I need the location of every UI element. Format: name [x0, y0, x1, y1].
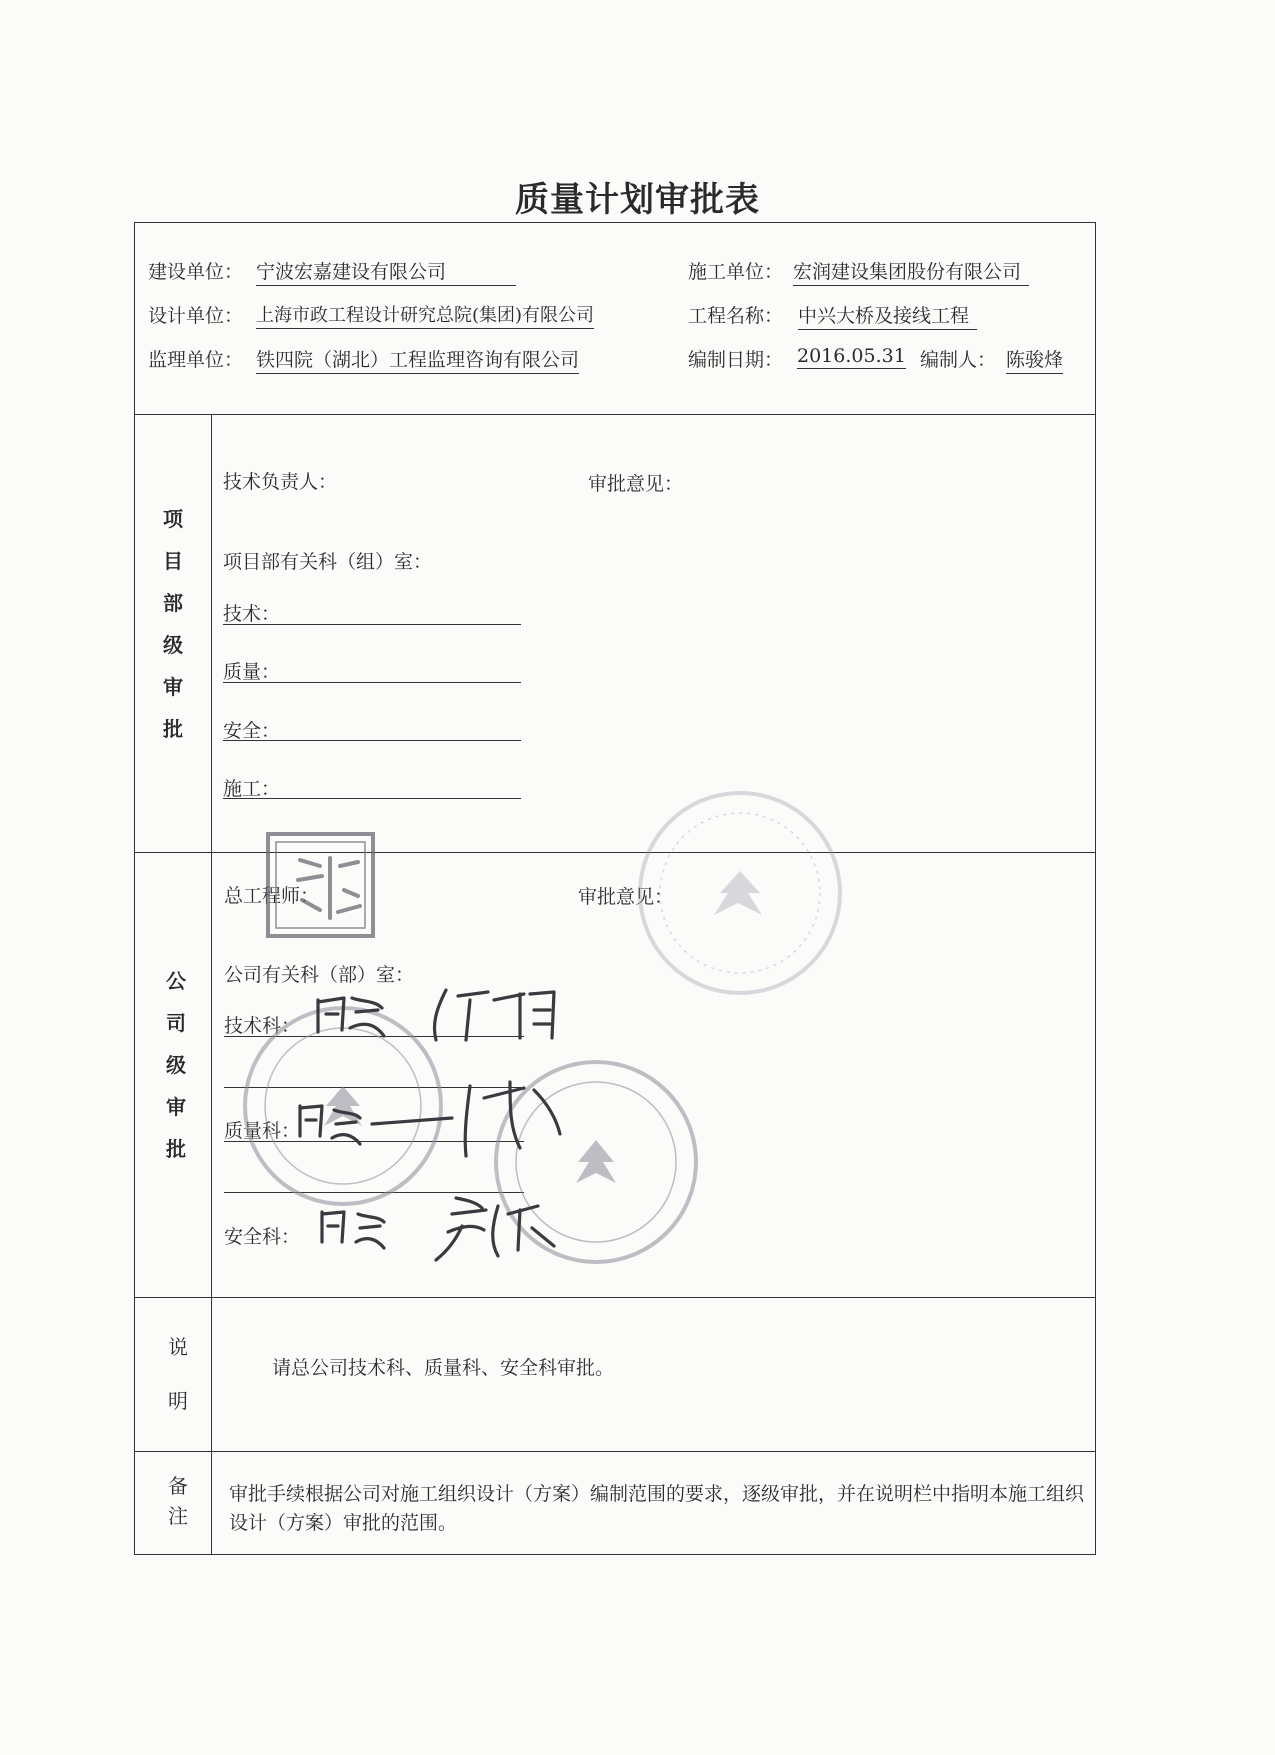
- compile-date-label: 编制日期：: [688, 349, 784, 371]
- project-quality-label: 质量：: [223, 661, 281, 683]
- chief-engineer-square-seal: [268, 834, 373, 936]
- supervision-unit-label: 监理单位：: [148, 349, 244, 371]
- safety-dept-signature: [322, 1198, 554, 1260]
- project-tech-label: 技术：: [223, 603, 281, 625]
- explanation-text: 请总公司技术科、质量科、安全科审批。: [272, 1357, 615, 1379]
- tech-dept-signature: [318, 990, 554, 1040]
- company-side-label: 公司级审批: [166, 969, 186, 1161]
- company-departments-label: 公司有关科（部）室：: [224, 964, 415, 986]
- project-departments-label: 项目部有关科（组）室：: [223, 551, 433, 573]
- builder-unit-label: 施工单位：: [688, 261, 784, 283]
- quality-dept-seal: [245, 1008, 441, 1204]
- design-unit-value: 上海市政工程设计研究总院(集团)有限公司: [256, 301, 594, 329]
- compiler-value: 陈骏烽: [1006, 345, 1063, 374]
- remarks-side-label: 备注: [168, 1474, 188, 1528]
- chief-engineer-label: 总工程师：: [224, 885, 320, 907]
- compiler-label: 编制人：: [920, 349, 997, 371]
- tech-dept-seal: [496, 1062, 696, 1262]
- project-name-value: 中兴大桥及接线工程: [798, 301, 977, 330]
- design-unit-label: 设计单位：: [148, 305, 244, 327]
- tech-lead-label: 技术负责人：: [223, 471, 338, 493]
- construction-unit-label: 建设单位：: [148, 261, 244, 283]
- project-name-label: 工程名称：: [688, 305, 784, 327]
- company-seal-faint: [640, 793, 840, 993]
- form-title: 质量计划审批表: [515, 180, 760, 220]
- project-opinion-label: 审批意见：: [588, 473, 684, 495]
- project-safety-label: 安全：: [223, 720, 281, 742]
- explanation-side-label: 说明: [168, 1335, 188, 1413]
- remarks-text: 审批手续根据公司对施工组织设计（方案）编制范围的要求，逐级审批，并在说明栏中指明本施工组织设计（方案）审批的范围。: [229, 1483, 1085, 1534]
- builder-unit-value: 宏润建设集团股份有限公司: [793, 257, 1029, 286]
- company-opinion-label: 审批意见：: [578, 886, 674, 908]
- construction-unit-value: 宁波宏嘉建设有限公司: [256, 257, 516, 286]
- safety-dept-label: 安全科：: [224, 1226, 301, 1248]
- tech-dept-label: 技术科：: [224, 1015, 301, 1037]
- compile-date-value: 2016.05.31: [797, 345, 906, 367]
- project-construction-label: 施工：: [223, 778, 281, 800]
- project-side-label: 项目部级审批: [163, 507, 183, 741]
- supervision-unit-value: 铁四院（湖北）工程监理咨询有限公司: [256, 345, 579, 374]
- quality-dept-label: 质量科：: [224, 1120, 301, 1142]
